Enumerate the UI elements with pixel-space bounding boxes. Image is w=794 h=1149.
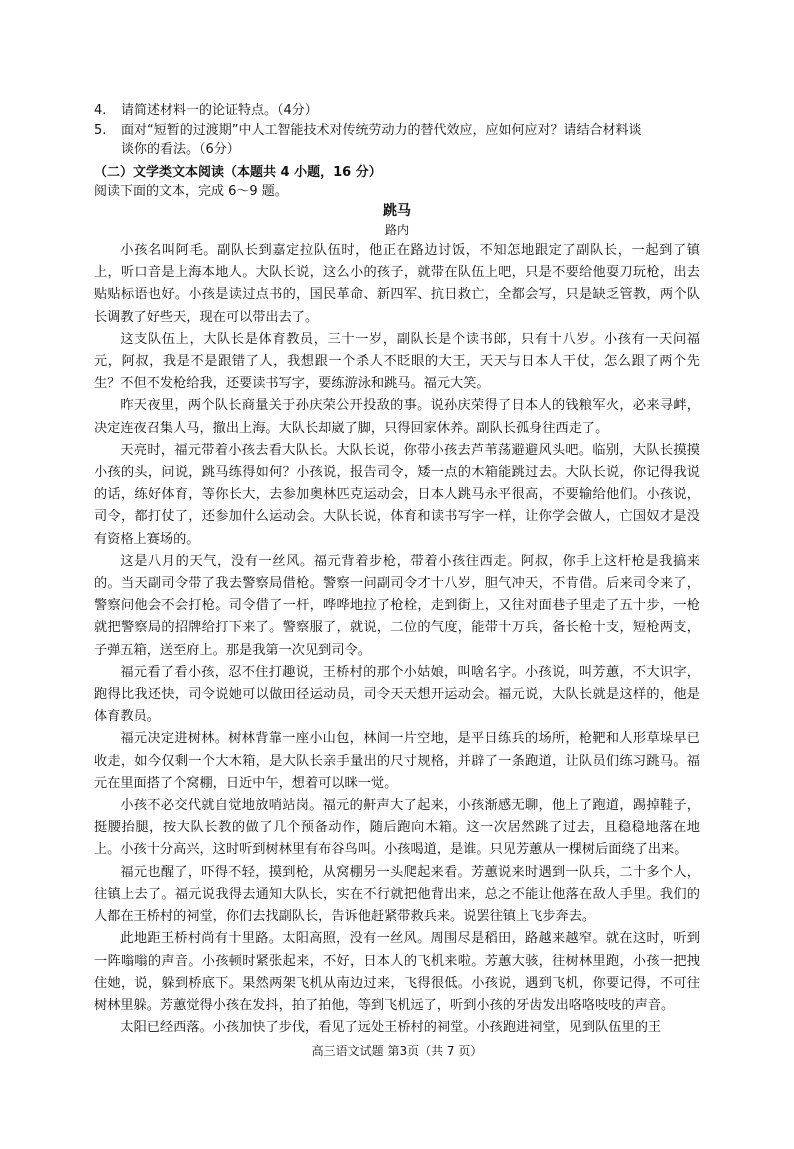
question-text: 面对“短暂的过渡期”中人工智能技术对传统劳动力的替代效应，应如何应对？请结合材料谈 (121, 123, 642, 138)
story-body (94, 240, 700, 1039)
story-paragraph: 太阳已经西落。小孩加快了步伐，看见了远处王桥村的祠堂。小孩跑进祠堂，见到队伍里的王 (120, 1020, 662, 1036)
story-paragraph: 小孩不必交代就自觉地放哨站岗。福元的鼾声大了起来，小孩渐感无聊，他上了跑道，踢掉鞋子，挺腰抬腿，按大队长教的做了几个预备动作，随后跑向木箱。这一次居然跳了过去，且稳稳地落在地上。小孩十分高兴，这时听到树林里有布谷鸟叫。小孩喝道，是谁。只见芳蕙从一棵树后面绕了出来。 (94, 798, 700, 858)
story-paragraph: 天亮时，福元带着小孩去看大队长。大队长说，你带小孩去芦苇荡避避风头吧。临别，大队长摸摸小孩的头，问说，跳马练得如何？小孩说，报告司令，矮一点的木箱能跳过去。大队长说，你记得我说的话，练好体育，等你长大，去参加奥林匹克运动会，日本人跳马永平很高，不要输给他们。小孩说，司令，都打仗了，还参加什么运动会。大队长说，体育和读书写字一样，让你学会做人，亡国奴才是没有资格上赛场的。 (94, 442, 700, 547)
story-title: 跳马 (383, 203, 411, 219)
story-paragraph: 这支队伍上，大队长是体育教员，三十一岁，副队长是个读书郎，只有十八岁。小孩有一天问福元，阿叔，我是不是跟错了人，我想跟一个杀人不眨眼的大王，天天与日本人干仗，怎么跟了两个先生？不但不发枪给我，还要读书写字，要练游泳和跳马。福元大笑。 (94, 331, 700, 392)
section-instruction: 阅读下面的文本，完成 6～9 题。 (94, 184, 288, 199)
page-footer: 高三语文试题 第3页（共 7 页） (311, 1044, 483, 1058)
question-5 (94, 122, 704, 158)
section-title: （二）文学类文本阅读（本题共 4 小题，16 分） (94, 165, 382, 180)
story-paragraph: 昨天夜里，两个队长商量关于孙庆荣公开投敌的事。说孙庆荣得了日本人的钱粮军火，必来寻衅，决定连夜召集人马，撤出上海。大队长却崴了脚，只得回家休养。副队长孤身往西走了。 (94, 398, 700, 436)
question-text: 请简述材料一的论证特点。（4分） (121, 103, 318, 118)
story-paragraph: 此地距王桥村尚有十里路。太阳高照，没有一丝风。周围尽是稻田，路越来越窄。就在这时，听到一阵嗡嗡的声音。小孩顿时紧张起来，不好，日本人的飞机来啦。芳蕙大骇，往树林里跑，小孩一把拽住她，说，躲到桥底下。果然两架飞机从南边过来，飞得很低。小孩说，遇到飞机，你要记得，不可往树林里躲。芳蕙觉得小孩在发抖，拍了拍他，等到飞机远了，听到小孩的牙齿发出咯咯吱吱的声音。 (94, 931, 700, 1013)
story-paragraph: 福元看了看小孩，忍不住打趣说，王桥村的那个小姑娘，叫啥名字。小孩说，叫芳蕙，不大识字，跑得比我还快，司令说她可以做田径运动员，司令天天想开运动会。福元说，大队长就是这样的，他是体育教员。 (94, 664, 700, 725)
story-paragraph: 这是八月的天气，没有一丝风。福元背着步枪，带着小孩往西走。阿叔，你手上这杆枪是我搞来的。当天副司令带了我去警察局借枪。警察一问副司令才十八岁，胆气冲天，不肯借。后来司令来了，警察问他会不会打枪。司令借了一杆，哗哗地拉了枪栓，走到街上，又往对面巷子里走了五十步，一枪就把警察局的招牌给打下来了。警察服了，就说，二位的气度，能带十万兵，备长枪十支，短枪两支，子弹五箱，送至府上。那是我第一次见到司令。 (94, 553, 700, 658)
question-text-continuation: 谈你的看法。（6分） (121, 142, 240, 157)
question-number: 5. (94, 123, 107, 138)
question-4 (94, 102, 704, 120)
question-number: 4. (94, 103, 107, 118)
story-paragraph: 福元决定进树林。树林背靠一座小山包，林间一片空地，是平日练兵的场所，枪靶和人形草垛早已收走，如今仅剩一个大木箱，是大队长亲手量出的尺寸规格，并辟了一条跑道，让队员们练习跳马。福元在里面搭了个窝棚，日近中午，想着可以眯一觉。 (94, 731, 700, 791)
story-paragraph: 小孩名叫阿毛。副队长到嘉定拉队伍时，他正在路边讨饭，不知怎地跟定了副队长，一起到了镇上，听口音是上海本地人。大队长说，这么小的孩子，就带在队伍上吧，只是不要给他耍刀玩枪，出去贴贴标语也好。小孩是读过点书的，国民革命、新四军、抗日救亡，全都会写，只是缺乏管教，两个队长调教了好些天，现在可以带出去了。 (94, 243, 700, 325)
story-paragraph: 福元也醒了，吓得不轻，摸到枪，从窝棚另一头爬起来看。芳蕙说来时遇到一队兵，二十多个人，往镇上去了。福元说我得去通知大队长，实在不行就把他背出来，总之不能让他落在敌人手里。我们的人都在王桥村的祠堂，你们去找副队长，告诉他赶紧带救兵来。说罢往镇上飞步奔去。 (94, 864, 700, 925)
story-author: 路内 (384, 223, 409, 237)
